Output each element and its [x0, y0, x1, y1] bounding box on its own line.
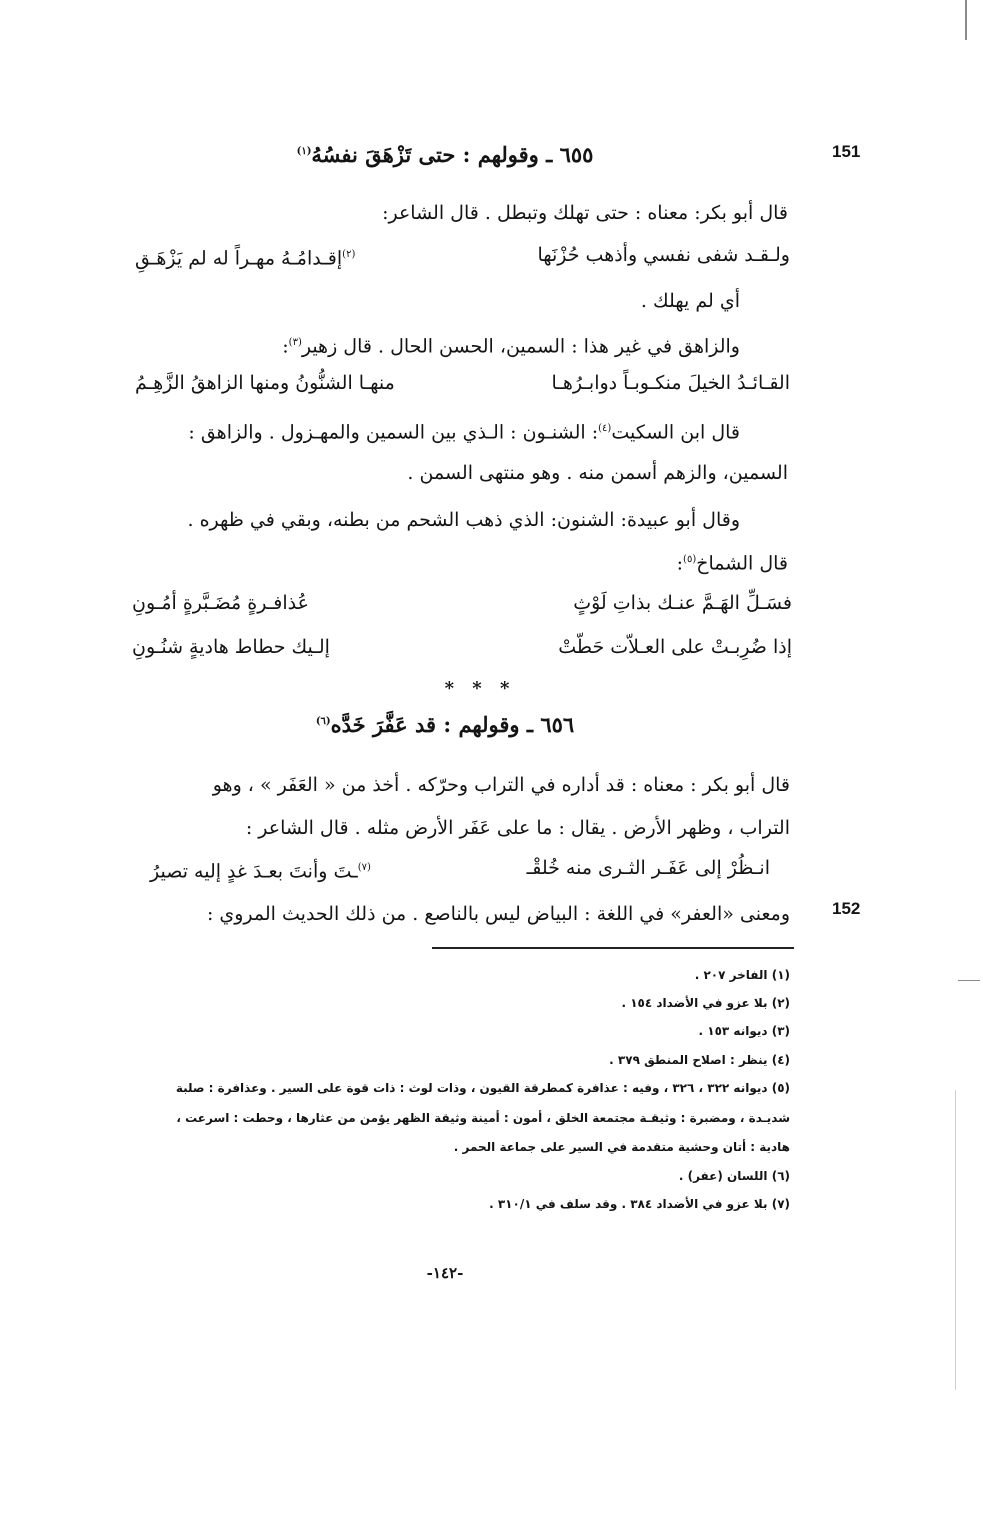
verse-hemistich-left: إلـيك حطاط هاديةٍ شنُـونِ [132, 636, 330, 658]
paragraph-line: قال أبو بكر : معناه : قد أداره في التراب وحرّكه . أخذ من « العَفَر » ، وهو [212, 774, 790, 796]
scan-mark-top [965, 0, 967, 40]
section-divider: * * * [444, 678, 516, 699]
verse-hemistich-right: إذا ضُرِبـتْ على العـلاّت حَطّتْ [558, 636, 792, 658]
verse-hemistich-left: منهـا الشنُّونُ ومنها الزاهقُ الزَّهِـمُ [135, 372, 395, 394]
verse-hemistich-right: فسَـلِّ الهَـمَّ عنـك بذاتِ لَوْثٍ [573, 592, 792, 614]
footnote-ref-6: (٦) [315, 716, 331, 727]
section-heading-656 [100, 712, 790, 737]
footnote: (٧) بلا عزو في الأضداد ٣٨٤ . وقد سلف في ٣١٠/١ . [489, 1197, 790, 1211]
footnote: (٢) بلا عزو في الأضداد ١٥٤ . [621, 996, 790, 1010]
footnote-ref-5: (٥) [683, 554, 697, 565]
verse-hemistich-left: $^{(٧)}$ـتَ وأنتَ بعـدَ غدٍ إليه تصيرُ [150, 860, 371, 883]
paragraph-line: قال الشماخ$^{(٥)}$: [676, 552, 788, 575]
paragraph-line: قال ابن السكيت$^{(٤)}$: الشنـون : الـذي بين السمين والمهـزول . والزاهق : [188, 421, 740, 444]
footnote: شديـدة ، ومضبرة : وثيقـة مجتمعة الخلق ، أمون : أمينة وثيقة الظهر يؤمن من عثارها ، وحطت : اسرعت ، [176, 1111, 790, 1125]
verse-hemistich-right: ولـقـد شفى نفسي وأذهب حُزْنَها [537, 244, 790, 266]
scan-mark-right [958, 980, 980, 981]
section-heading-655 [100, 142, 790, 167]
footnote: (٦) اللسان (عفر) . [678, 1169, 790, 1183]
paragraph-line: السمين، والزهم أسمن منه . وهو منتهى السمن . [407, 462, 788, 484]
verse-hemistich-right: انـظُرْ إلى عَفَـر الثـرى منه خُلقْـ [526, 857, 770, 879]
paragraph-line: ومعنى «العفر» في اللغة : البياض ليس بالناصع . من ذلك الحديث المروي : [206, 903, 790, 925]
margin-number-bottom: 152 [832, 899, 861, 918]
page-folio-number: -١٤٢- [426, 1264, 464, 1282]
footnote: (٣) ديوانه ١٥٣ . [698, 1024, 790, 1038]
footnote: هادية : أتان وحشية متقدمة في السير على جماعة الحمر . [453, 1140, 790, 1154]
footnote-ref-4: (٤) [598, 423, 612, 434]
paragraph-line: أي لم يهلك . [640, 290, 740, 312]
footnote-ref-1: (١) [296, 146, 312, 157]
verse-hemistich-left: $^{(٢)}$إقـدامُـهُ مهـراً له لم يَزْهَـقِ [135, 247, 356, 270]
verse-hemistich-left: عُذافـرةٍ مُضَـبَّرةٍ أمُـونِ [132, 592, 309, 614]
paragraph-line: وقال أبو عبيدة: الشنون: الذي ذهب الشحم من بطنه، وبقي في ظهره . [187, 509, 740, 531]
footnote-rule [432, 947, 794, 949]
scan-mark-edge [955, 1090, 956, 1390]
paragraph-line: التراب ، وظهر الأرض . يقال : ما على عَفَر الأرض مثله . قال الشاعر : [245, 817, 790, 839]
paragraph-line: قال أبو بكر: معناه : حتى تهلك وتبطل . قال الشاعر: [382, 202, 788, 224]
verse-hemistich-right: القـائـدُ الخيلَ منكـوبـاً دوابـرُهـا [551, 372, 790, 394]
heading-text: ٦٥٥ ـ وقولهم : حتى تَزْهَقَ نفسُهُ [311, 142, 594, 167]
footnote-ref-7: (٧) [357, 862, 371, 873]
paragraph-line: والزاهق في غير هذا : السمين، الحسن الحال . قال زهير$^{(٣)}$: [282, 335, 740, 358]
footnote-ref-3: (٣) [288, 337, 302, 348]
footnote: (١) الفاخر ٢٠٧ . [694, 968, 790, 982]
footnote: (٥) ديوانه ٣٢٢ ، ٣٢٦ ، وفيه : عذافرة كمطرقة القيون ، وذات لوث : ذات قوة على السير . وعذافرة : صلبة [175, 1081, 790, 1095]
margin-number-top: 151 [832, 142, 861, 161]
heading-text: ٦٥٦ ـ وقولهم : قد عَفَّرَ خَدَّه [330, 712, 575, 737]
footnote: (٤) ينظر : اصلاح المنطق ٣٧٩ . [609, 1053, 790, 1067]
footnote-ref-2: (٢) [342, 249, 356, 260]
